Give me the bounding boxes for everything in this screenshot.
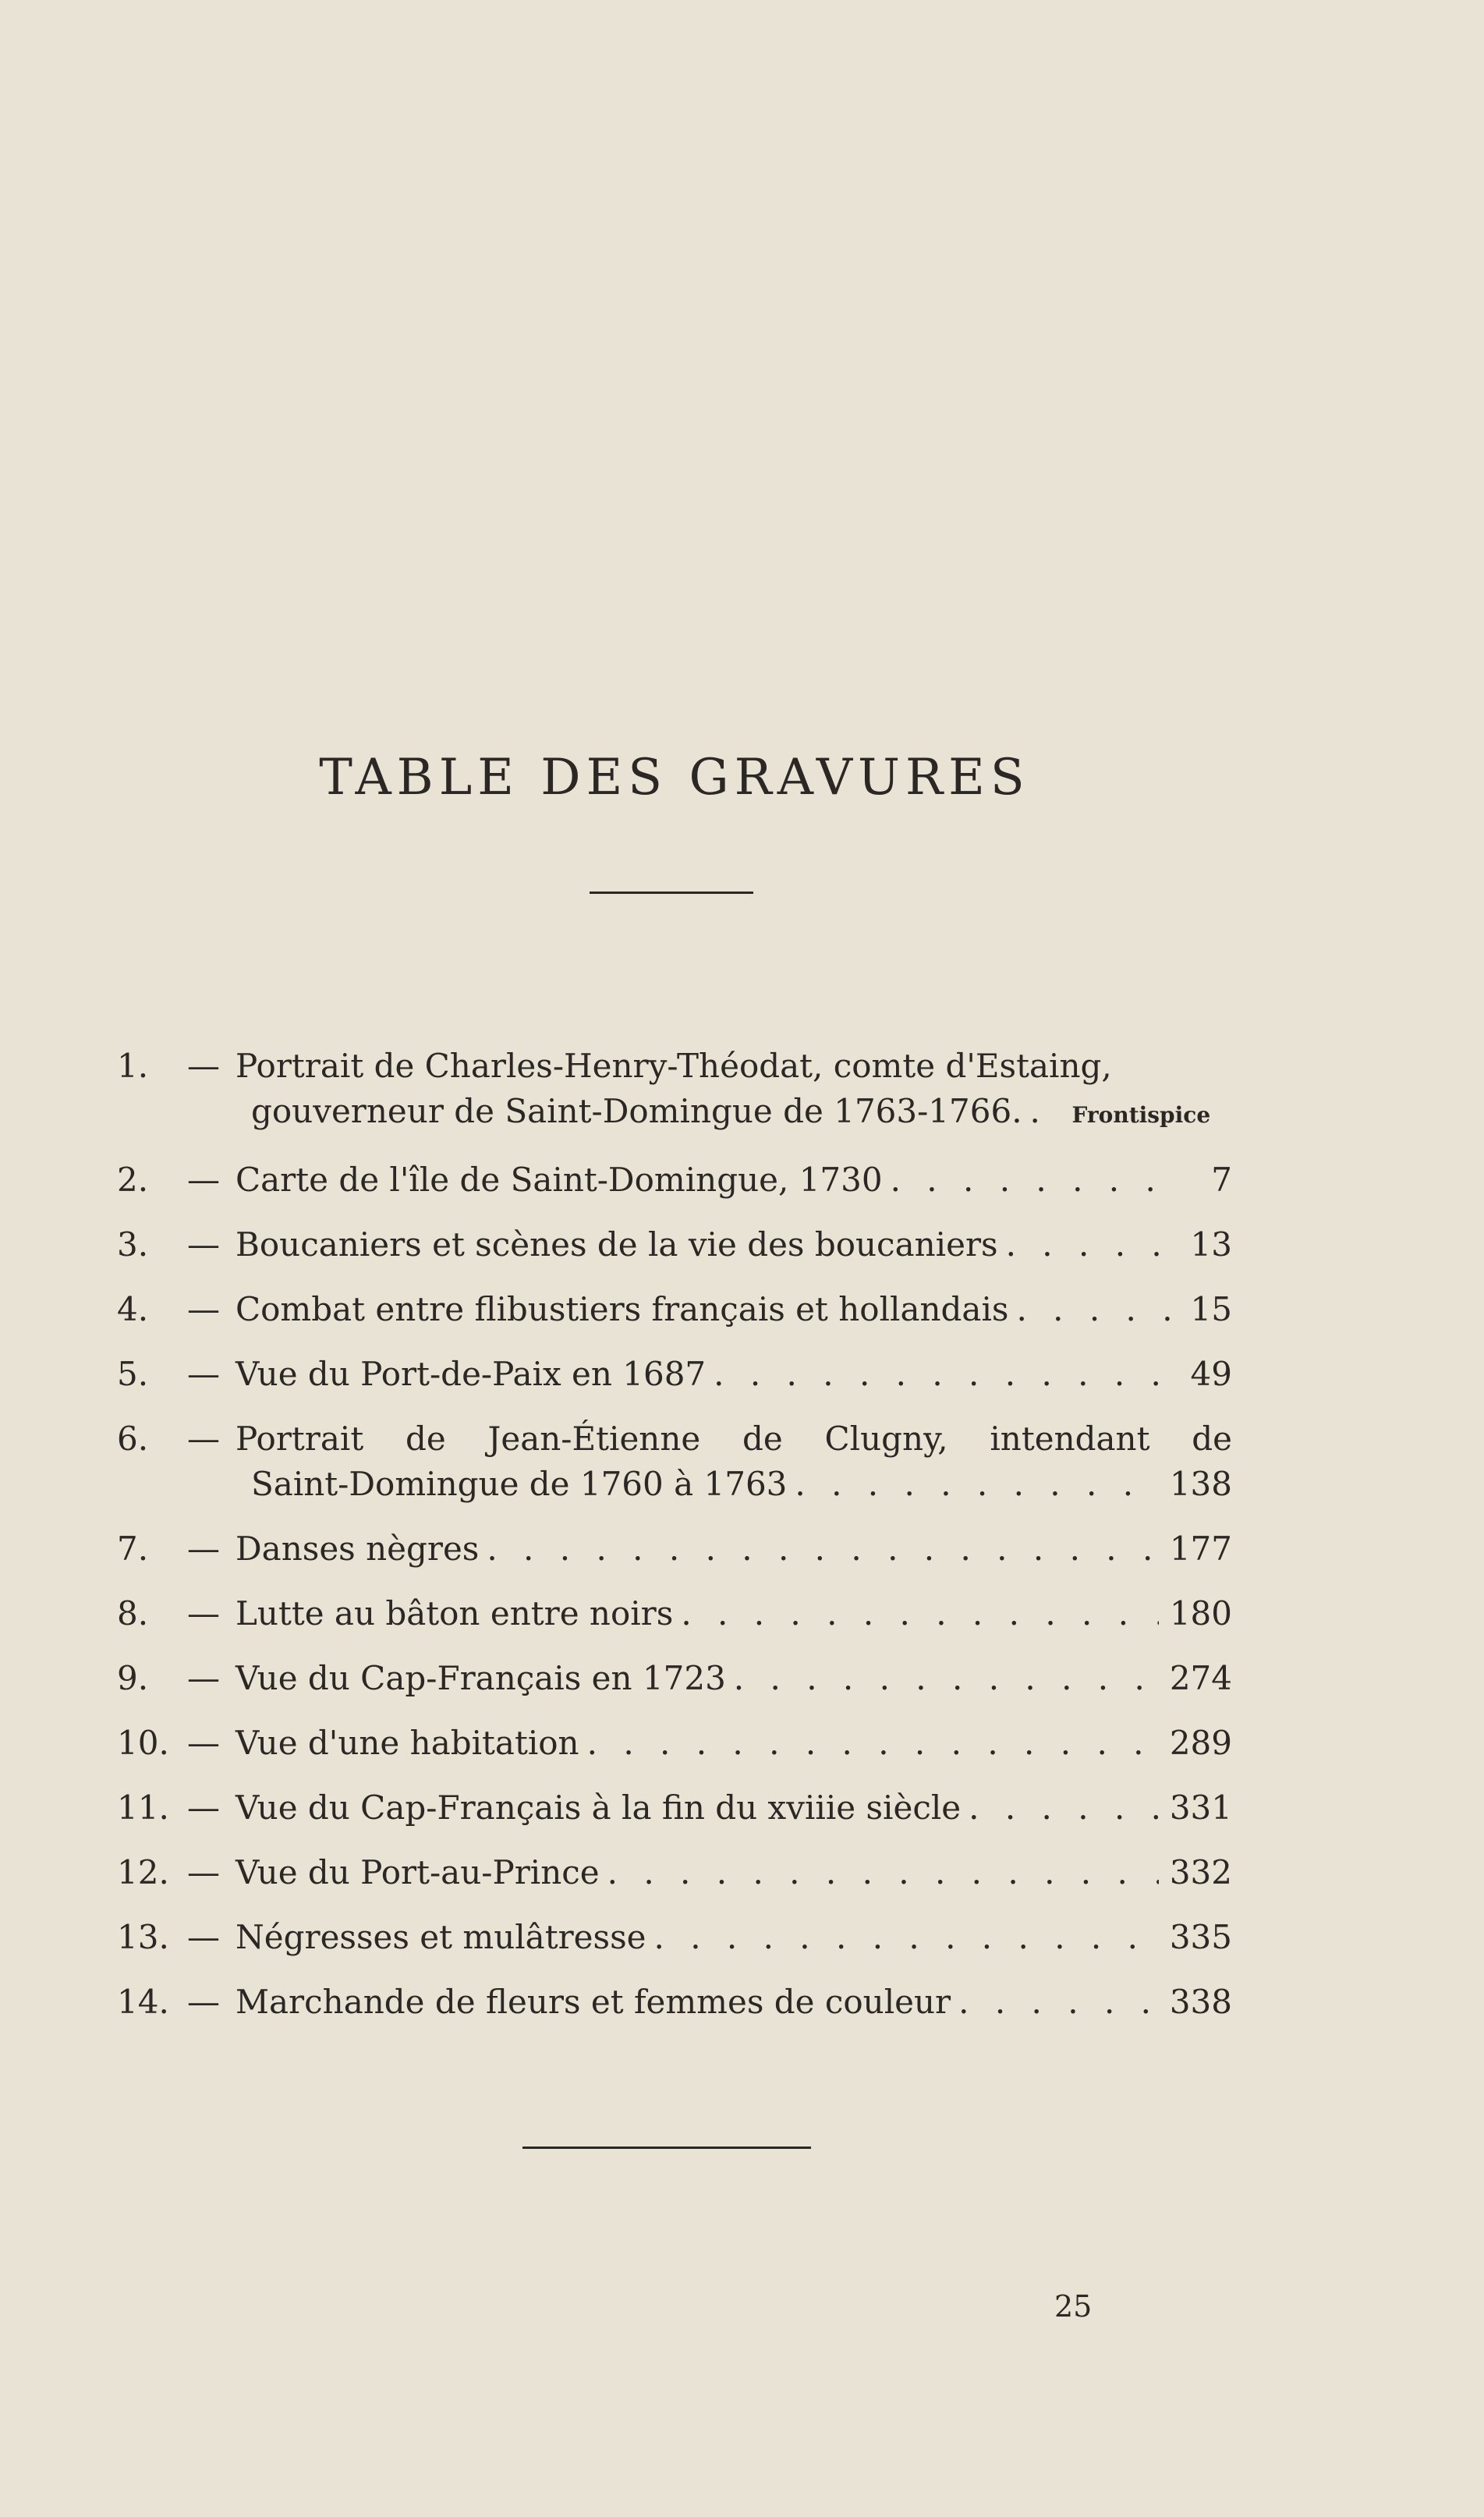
leader-dots <box>883 1157 1174 1203</box>
entry-title: Danses nègres <box>236 1530 480 1568</box>
entry-line <box>236 1591 1232 1636</box>
title-rule <box>590 892 753 894</box>
leader-dots <box>726 1656 1159 1701</box>
toc-entry <box>117 1416 1232 1507</box>
entry-line <box>251 1089 1232 1138</box>
closing-rule <box>522 2147 811 2149</box>
entry-page: 180 <box>1169 1594 1232 1633</box>
page-number: 25 <box>1054 2289 1093 2324</box>
entry-page: 338 <box>1169 1983 1232 2021</box>
entry-page: 13 <box>1190 1225 1232 1264</box>
toc-entry <box>117 1157 1232 1203</box>
leader-dots <box>479 1526 1158 1572</box>
entry-number: 9. <box>117 1659 149 1697</box>
entry-number: 11. <box>117 1788 169 1827</box>
toc-entry <box>117 1850 1232 1895</box>
leader-dots <box>961 1785 1159 1831</box>
entry-page: 331 <box>1169 1788 1232 1827</box>
entry-title: Vue du Port-au-Prince <box>236 1853 600 1891</box>
toc-entry <box>117 1591 1232 1636</box>
entry-line <box>236 1287 1232 1332</box>
entry-title: Vue du Cap-Français à la fin du xviiie siècle <box>236 1788 962 1827</box>
entry-line <box>236 1222 1232 1267</box>
entry-number: 10. <box>117 1724 169 1762</box>
page-title: TABLE DES GRAVURES <box>319 749 1030 807</box>
entry-page: Frontispice <box>1071 1102 1211 1128</box>
entry-page: 7 <box>1211 1161 1232 1199</box>
entry-number: 6. <box>117 1420 149 1458</box>
entry-dash: — <box>187 1853 220 1891</box>
entry-page: 335 <box>1169 1918 1232 1956</box>
entry-dash: — <box>187 1659 220 1697</box>
leader-dots <box>706 1352 1174 1397</box>
leader-dots <box>951 1980 1159 2025</box>
leader-dots <box>998 1222 1174 1267</box>
entry-line <box>236 1656 1232 1701</box>
table-of-engravings <box>117 1044 1232 2044</box>
entry-title: Combat entre flibustiers français et hollandais <box>236 1290 1009 1328</box>
entry-line <box>236 1721 1232 1766</box>
entry-dash: — <box>187 1290 220 1328</box>
entry-dash: — <box>187 1355 220 1393</box>
entry-number: 1. <box>117 1047 149 1085</box>
entry-line <box>236 1915 1232 1960</box>
entry-title: Portrait de Charles-Henry-Théodat, comte d'Estaing, <box>236 1047 1112 1085</box>
entry-page: 332 <box>1169 1853 1232 1891</box>
toc-entry <box>117 1287 1232 1332</box>
leader-dots <box>787 1462 1158 1507</box>
toc-entry <box>117 1980 1232 2025</box>
entry-line <box>236 1785 1232 1831</box>
entry-number: 2. <box>117 1161 149 1199</box>
toc-entry <box>117 1222 1232 1267</box>
entry-number: 4. <box>117 1290 149 1328</box>
entry-page: 177 <box>1169 1530 1232 1568</box>
entry-title: Vue d'une habitation <box>236 1724 579 1762</box>
entry-line <box>236 1157 1232 1203</box>
entry-dash: — <box>187 1788 220 1827</box>
entry-line <box>251 1462 1232 1507</box>
entry-title: Négresses et mulâtresse <box>236 1918 646 1956</box>
entry-line <box>236 1526 1232 1572</box>
leader-dots <box>1022 1089 1061 1134</box>
leader-dots <box>579 1721 1159 1766</box>
entry-page: 138 <box>1169 1465 1232 1503</box>
toc-entry <box>117 1915 1232 1960</box>
entry-line <box>236 1044 1232 1089</box>
entry-dash: — <box>187 1530 220 1568</box>
entry-line <box>236 1416 1232 1462</box>
entry-dash: — <box>187 1918 220 1956</box>
entry-title: Boucaniers et scènes de la vie des boucaniers <box>236 1225 998 1264</box>
entry-title: Vue du Cap-Français en 1723 <box>236 1659 726 1697</box>
entry-dash: — <box>187 1420 220 1458</box>
entry-line <box>236 1850 1232 1895</box>
entry-dash: — <box>187 1594 220 1633</box>
entry-title: Lutte au bâton entre noirs <box>236 1594 674 1633</box>
toc-entry <box>117 1656 1232 1701</box>
toc-entry <box>117 1785 1232 1831</box>
entry-dash: — <box>187 1983 220 2021</box>
entry-dash: — <box>187 1225 220 1264</box>
entry-number: 13. <box>117 1918 169 1956</box>
leader-dots <box>646 1915 1159 1960</box>
entry-number: 14. <box>117 1983 169 2021</box>
toc-entry <box>117 1526 1232 1572</box>
entry-title: Portrait de Jean-Étienne de Clugny, intendant de <box>236 1420 1232 1458</box>
entry-number: 12. <box>117 1853 169 1891</box>
entry-number: 5. <box>117 1355 149 1393</box>
entry-number: 3. <box>117 1225 149 1264</box>
toc-entry <box>117 1721 1232 1766</box>
entry-dash: — <box>187 1161 220 1199</box>
entry-title-continued: gouverneur de Saint-Domingue de 1763-1766. <box>251 1092 1022 1130</box>
leader-dots <box>1008 1287 1174 1332</box>
entry-dash: — <box>187 1724 220 1762</box>
entry-title: Vue du Port-de-Paix en 1687 <box>236 1355 707 1393</box>
entry-page: 289 <box>1169 1724 1232 1762</box>
entry-page: 15 <box>1190 1290 1232 1328</box>
leader-dots <box>600 1850 1159 1895</box>
entry-title: Carte de l'île de Saint-Domingue, 1730 <box>236 1161 883 1199</box>
entry-title-continued: Saint-Domingue de 1760 à 1763 <box>251 1465 788 1503</box>
entry-number: 7. <box>117 1530 149 1568</box>
entry-line <box>236 1980 1232 2025</box>
entry-page: 49 <box>1190 1355 1232 1393</box>
entry-dash: — <box>187 1047 220 1085</box>
entry-title: Marchande de fleurs et femmes de couleur <box>236 1983 951 2021</box>
entry-number: 8. <box>117 1594 149 1633</box>
entry-line <box>236 1352 1232 1397</box>
toc-entry <box>117 1044 1232 1138</box>
leader-dots <box>673 1591 1159 1636</box>
entry-page: 274 <box>1169 1659 1232 1697</box>
toc-entry <box>117 1352 1232 1397</box>
